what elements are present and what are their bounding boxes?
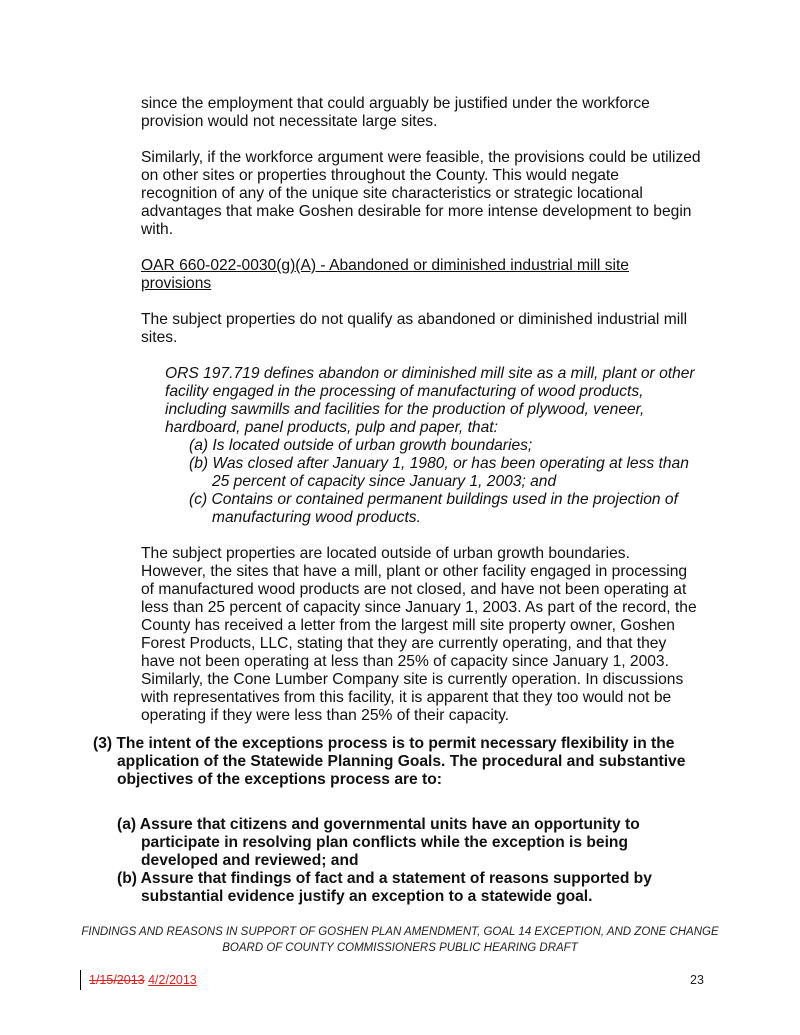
paragraph-similarly: Similarly, if the workforce argument were feasible, the provisions could be utilized on other sites or properties throughout the County. This would negate recognition of any of the unique site characteristics or strategic locational advantages that make Goshen desirable for more intense development to begin with. (141, 149, 701, 238)
quote-item-a: (a) Is located outside of urban growth boundaries; (189, 437, 533, 454)
paragraph-located: The subject properties are located outside of urban growth boundaries. However, the sites that have a mill, plant or other facility engaged in processing of manufactured wood products are not closed, and have not been operating at less than 25 percent of capacity since January 1, 2003. As part of the record, the County has received a letter from the largest mill site property owner, Goshen Forest Products, LLC, stating that they are currently operating, and that they have not been operating at less than 25% of capacity since January 1, 2003. Similarly, the Cone Lumber Company site is currently operation. In discussions with representatives from this facility, it is apparent that they too would not be operating if they were less than 25% of their capacity. (141, 545, 697, 724)
page-number: 23 (690, 973, 704, 987)
quote-list: (a) Is located outside of urban growth boundaries; (b) Was closed after January 1, 1980, or has been operating at less than 25 percent of capacity since January 1, 2003; and (c) Contains or contained permanent buildings used in the projection of manufacturing wood products. (189, 437, 689, 526)
date-inserted: 4/2/2013 (148, 973, 197, 987)
quote-item-b: (b) Was closed after January 1, 1980, or has been operating at less than (189, 455, 689, 472)
section-3: (3) The intent of the exceptions process is to permit necessary flexibility in the application of the Statewide Planning Goals. The procedural and substantive objectives of the exceptions process are to: (93, 735, 686, 788)
paragraph-workforce: since the employment that could arguably be justified under the workforce provision would not necessitate large sites. (141, 95, 650, 130)
footer-subtitle: BOARD OF COUNTY COMMISSIONERS PUBLIC HEARING DRAFT (222, 942, 578, 954)
quote-ors: ORS 197.719 defines abandon or diminished mill site as a mill, plant or other facility engaged in the processing of manufacturing of wood products, including sawmills and facilities for the production of plywood, veneer, hardboard, panel products, pulp and paper, that: (165, 365, 695, 436)
footer-title: FINDINGS AND REASONS IN SUPPORT OF GOSHEN PLAN AMENDMENT, GOAL 14 EXCEPTION, AND ZONE CHANGE (81, 926, 719, 938)
footer-date (89, 973, 197, 987)
quote-item-c: (c) Contains or contained permanent buildings used in the projection of (189, 491, 678, 508)
paragraph-not-qualify: The subject properties do not qualify as abandoned or diminished industrial mill sites. (141, 311, 688, 346)
revision-bar (80, 970, 81, 990)
section-heading-oar: OAR 660-022-0030(g)(A) - Abandoned or diminished industrial mill site provisions (141, 257, 629, 292)
section-3-item-a: (a) Assure that citizens and governmental units have an opportunity to participate in resolving plan conflicts while the exception is being developed and reviewed; and (117, 816, 640, 869)
section-3-item-b: (b) Assure that findings of fact and a statement of reasons supported by substantial evidence justify an exception to a statewide goal. (117, 870, 652, 905)
date-deleted: 1/15/2013 (89, 973, 145, 987)
